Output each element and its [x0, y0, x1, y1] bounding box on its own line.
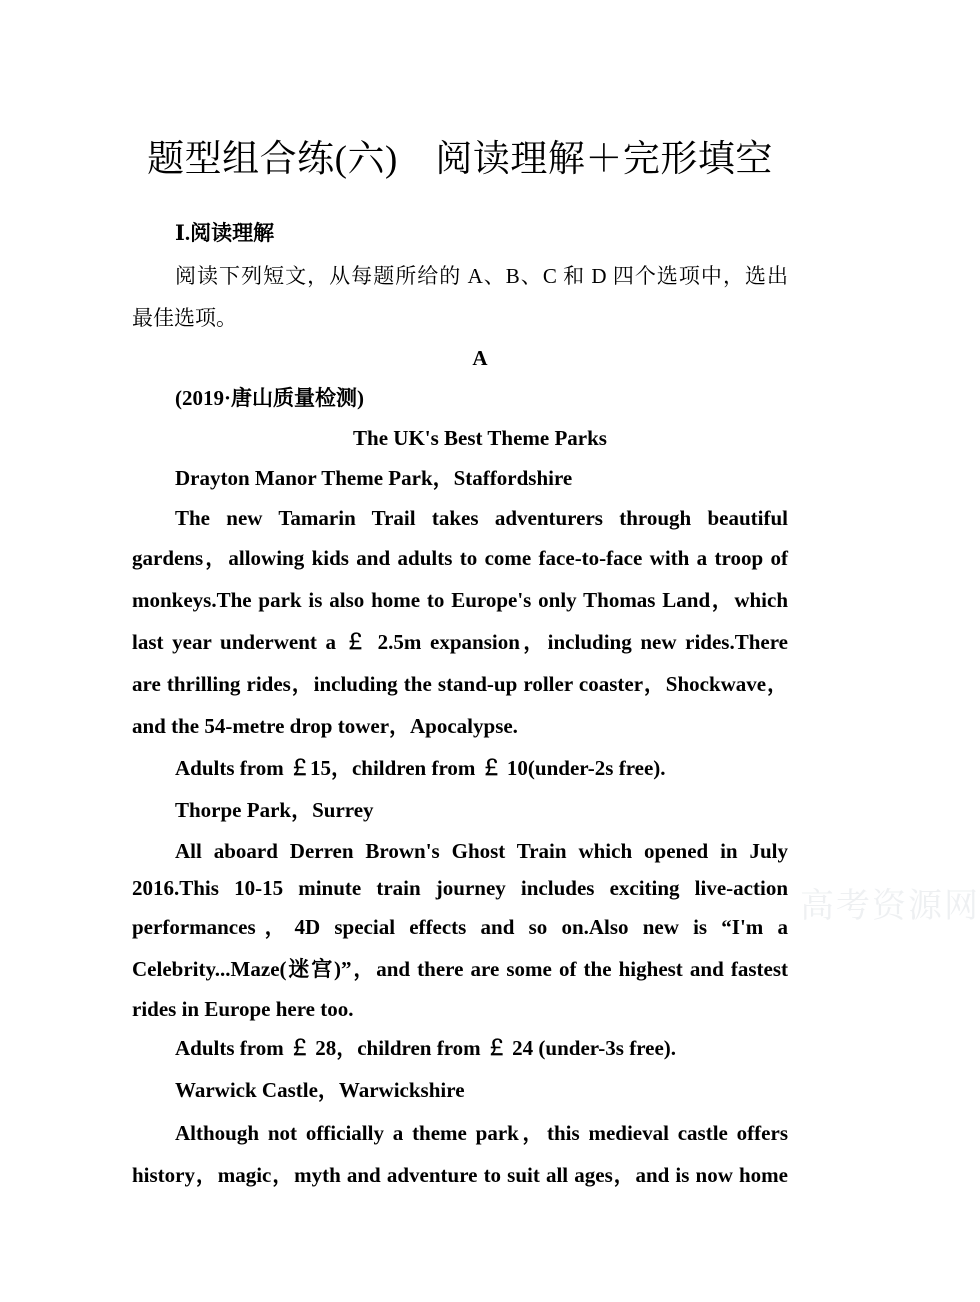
thorpe-price: Adults from ￡ 28，children from ￡ 24 (under-3s free).	[175, 1036, 677, 1060]
passage-source: (2019·唐山质量检测)	[175, 386, 364, 410]
drayton-line-3: monkeys.The park is also home to Europe's only Thomas Land，which	[132, 588, 788, 612]
thorpe-line-3: performances，4D special effects and so on.Also new is “I'm a	[132, 915, 788, 939]
drayton-line-1: The new Tamarin Trail takes adventurers through beautiful	[175, 506, 788, 530]
passage-label: A	[472, 346, 488, 370]
drayton-line-5: are thrilling rides，including the stand-up roller coaster，Shockwave，	[132, 672, 788, 696]
thorpe-line-5: rides in Europe here too.	[132, 997, 354, 1021]
page-title: 题型组合练(六) 阅读理解＋完形填空	[147, 139, 773, 180]
section-heading: Ⅰ.阅读理解	[175, 221, 275, 245]
instruction-line-1: 阅读下列短文，从每题所给的 A、B、C 和 D 四个选项中，选出	[175, 264, 788, 288]
thorpe-line-4: Celebrity...Maze(迷宫)”，and there are some of the highest and fastest	[132, 957, 788, 981]
park-name-warwick: Warwick Castle，Warwickshire	[175, 1078, 465, 1102]
instruction-line-2: 最佳选项。	[132, 306, 237, 330]
warwick-line-2: history，magic，myth and adventure to suit all ages，and is now home	[132, 1163, 788, 1187]
drayton-line-4: last year underwent a ￡ 2.5m expansion，including new rides.There	[132, 630, 788, 654]
park-name-drayton: Drayton Manor Theme Park，Staffordshire	[175, 466, 573, 490]
drayton-price: Adults from ￡15，children from ￡ 10(under-2s free).	[175, 756, 666, 780]
warwick-line-1: Although not officially a theme park，this medieval castle offers	[175, 1121, 788, 1145]
thorpe-line-1: All aboard Derren Brown's Ghost Train which opened in July	[175, 839, 788, 863]
passage-title: The UK's Best Theme Parks	[353, 426, 607, 450]
watermark: 高考资源网	[800, 888, 980, 925]
park-name-thorpe: Thorpe Park，Surrey	[175, 798, 374, 822]
drayton-line-6: and the 54-metre drop tower，Apocalypse.	[132, 714, 518, 738]
thorpe-line-2: 2016.This 10-15 minute train journey includes exciting live-action	[132, 876, 788, 900]
drayton-line-2: gardens，allowing kids and adults to come face-to-face with a troop of	[132, 546, 788, 570]
